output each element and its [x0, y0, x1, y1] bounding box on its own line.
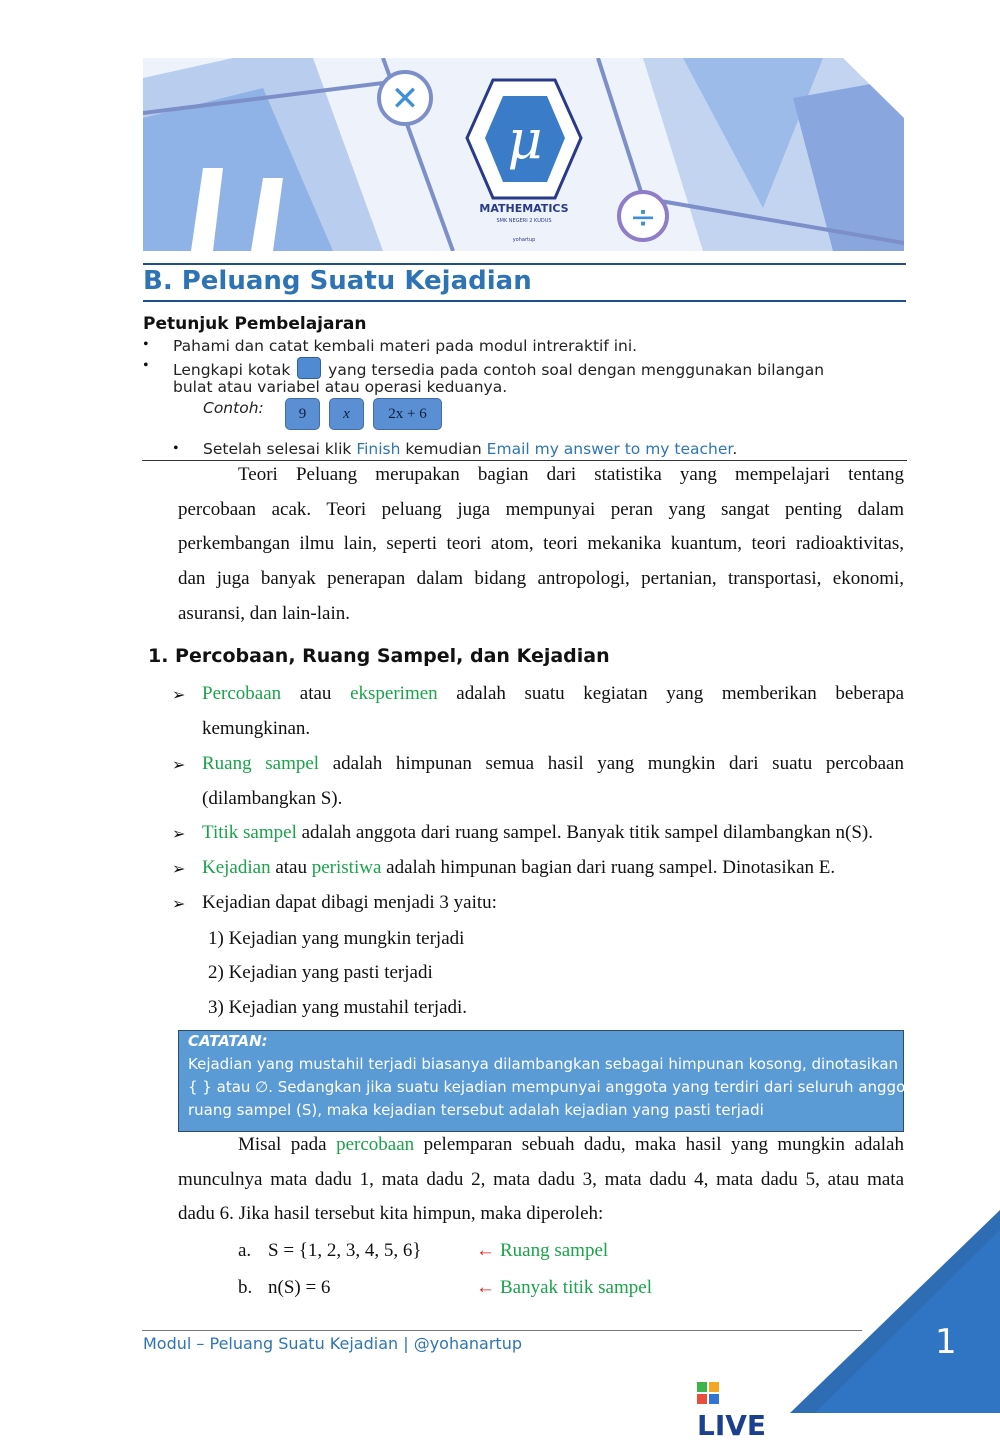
kind-item-1: 1) Kejadian yang mungkin terjadi	[208, 928, 465, 949]
svg-text:μ: μ	[507, 108, 543, 171]
def-text: adalah anggota dari ruang sampel. Banyak titik sampel dilambangkan n(S).	[301, 822, 874, 843]
def-percobaan-cont: kemungkinan.	[202, 718, 311, 739]
intro-paragraph	[178, 458, 904, 632]
def-text: adalah himpunan bagian dari ruang sampel. Dinotasikan E.	[386, 857, 836, 878]
def-text: adalah himpunan semua hasil yang mungkin dari suatu percobaan	[332, 753, 904, 774]
guide-bullet-1: Pahami dan catat kembali materi pada modul intreraktif ini.	[173, 337, 638, 355]
def-ruang-sampel-cont: (dilambangkan S).	[202, 788, 343, 809]
email-answer-link[interactable]: Email my answer to my teacher	[486, 440, 733, 458]
guide-bullet-3-b: kemudian	[405, 440, 482, 458]
liveworksheets-logo[interactable]	[697, 1376, 1000, 1442]
subsection-heading: 1. Percobaan, Ruang Sampel, dan Kejadian	[148, 645, 610, 667]
left-arrow-icon: ←	[476, 1240, 495, 1261]
result-a-note: Ruang sampel	[500, 1240, 609, 1261]
banner-brand-tag: yohartup	[512, 237, 536, 243]
intro-line-5: asuransi, dan lain-lain.	[178, 602, 351, 624]
page-number: 1	[935, 1322, 957, 1362]
arrow-bullet-icon: ➢	[172, 757, 186, 774]
def-text: atau	[299, 683, 332, 704]
finish-link[interactable]: Finish	[356, 440, 401, 458]
footer-rule	[142, 1330, 862, 1331]
contoh-label: Contoh:	[203, 399, 264, 417]
bullet-dot: •	[143, 357, 149, 374]
intro-line-1: Teori Peluang merupakan bagian dari statistika yang mempelajari tentang	[238, 464, 904, 485]
bullet-dot: •	[143, 336, 149, 353]
footer-text: Modul – Peluang Suatu Kejadian | @yohanartup	[143, 1334, 522, 1353]
example-box-number: 9	[285, 398, 320, 430]
note-title: CATATAN:	[188, 1032, 268, 1050]
kind-item-3: 3) Kejadian yang mustahil terjadi.	[208, 997, 468, 1018]
result-b-label: b.	[238, 1277, 253, 1298]
guide-bullet-2-c: bulat atau variabel atau operasi keduanya.	[173, 378, 508, 396]
arrow-bullet-icon: ➢	[172, 826, 186, 843]
term-percobaan: Percobaan	[202, 683, 282, 704]
title-bottom-rule	[143, 300, 906, 302]
result-a-label: a.	[238, 1240, 252, 1261]
arrow-bullet-icon: ➢	[172, 861, 186, 878]
blank-box-icon	[297, 357, 321, 379]
def-kejadian-jenis: Kejadian dapat dibagi menjadi 3 yaitu:	[202, 892, 497, 913]
term-percobaan: percobaan	[336, 1134, 415, 1155]
result-a-expr: S = {1, 2, 3, 4, 5, 6}	[268, 1240, 422, 1261]
header-banner	[143, 58, 904, 251]
example-line-1	[178, 1128, 904, 1163]
logo-live: LIVE	[697, 1409, 767, 1442]
example-text: pelemparan sebuah dadu, maka hasil yang mungkin adalah	[423, 1134, 904, 1155]
example-box-expression: 2x + 6	[373, 398, 442, 430]
svg-text:÷: ÷	[629, 198, 657, 236]
guide-bullet-2	[173, 357, 824, 379]
note-line-3: ruang sampel (S), maka kejadian tersebut adalah kejadian yang pasti terjadi	[188, 1101, 764, 1119]
example-line-3: dadu 6. Jika hasil tersebut kita himpun, maka diperoleh:	[178, 1203, 604, 1225]
left-arrow-icon: ←	[476, 1277, 495, 1298]
note-line-1: Kejadian yang mustahil terjadi biasanya dilambangkan sebagai himpunan kosong, dinotasikan	[188, 1055, 899, 1073]
liveworksheets-icon	[697, 1378, 719, 1400]
term-ruang-sampel: Ruang sampel	[202, 753, 320, 774]
def-ruang-sampel	[202, 747, 904, 782]
guide-bullet-2-a: Lengkapi kotak	[173, 361, 291, 379]
guide-bullet-3-a: Setelah selesai klik	[203, 440, 352, 458]
note-line-2: { } atau ∅. Sedangkan jika suatu kejadian mempunyai anggota yang terdiri dari seluruh anggota	[188, 1078, 921, 1096]
intro-line-2: percobaan acak. Teori peluang juga mempunyai peran yang sangat penting dalam	[178, 498, 904, 520]
guide-bullet-3	[203, 440, 737, 458]
banner-brand-sub: SMK NEGERI 2 KUDUS	[496, 218, 552, 224]
example-text: Misal pada	[238, 1134, 327, 1155]
logo-worksheets: WORKSHEETS	[766, 1409, 986, 1442]
svg-text:✕: ✕	[390, 79, 420, 119]
term-eksperimen: eksperimen	[350, 683, 438, 704]
arrow-bullet-icon: ➢	[172, 896, 186, 913]
title-top-rule	[143, 263, 906, 265]
period: .	[732, 440, 738, 458]
intro-line-4: dan juga banyak penerapan dalam bidang antropologi, pertanian, transportasi, ekonomi,	[178, 568, 904, 590]
guide-heading: Petunjuk Pembelajaran	[143, 314, 367, 334]
kind-item-2: 2) Kejadian yang pasti terjadi	[208, 962, 433, 983]
term-kejadian: Kejadian	[202, 857, 271, 878]
def-titik-sampel	[202, 816, 873, 851]
section-title: B. Peluang Suatu Kejadian	[143, 266, 532, 296]
banner-brand-title: MATHEMATICS	[479, 202, 569, 215]
result-b-note: Banyak titik sampel	[500, 1277, 652, 1298]
example-line-2: munculnya mata dadu 1, mata dadu 2, mata dadu 3, mata dadu 4, mata dadu 5, atau mata	[178, 1168, 904, 1190]
arrow-bullet-icon: ➢	[172, 687, 186, 704]
result-b-expr: n(S) = 6	[268, 1277, 331, 1298]
term-titik-sampel: Titik sampel	[202, 822, 297, 843]
example-box-variable: x	[329, 398, 364, 430]
def-text: adalah suatu kegiatan yang memberikan beberapa	[456, 683, 904, 704]
intro-line-3: perkembangan ilmu lain, seperti teori atom, teori mekanika kuantum, teori radioaktivitas,	[178, 533, 904, 555]
bullet-dot: •	[173, 440, 179, 457]
term-peristiwa: peristiwa	[311, 857, 382, 878]
def-text: atau	[275, 857, 307, 878]
def-kejadian	[202, 851, 835, 886]
def-percobaan	[202, 677, 904, 712]
guide-bullet-2-b: yang tersedia pada contoh soal dengan menggunakan bilangan	[328, 361, 825, 379]
